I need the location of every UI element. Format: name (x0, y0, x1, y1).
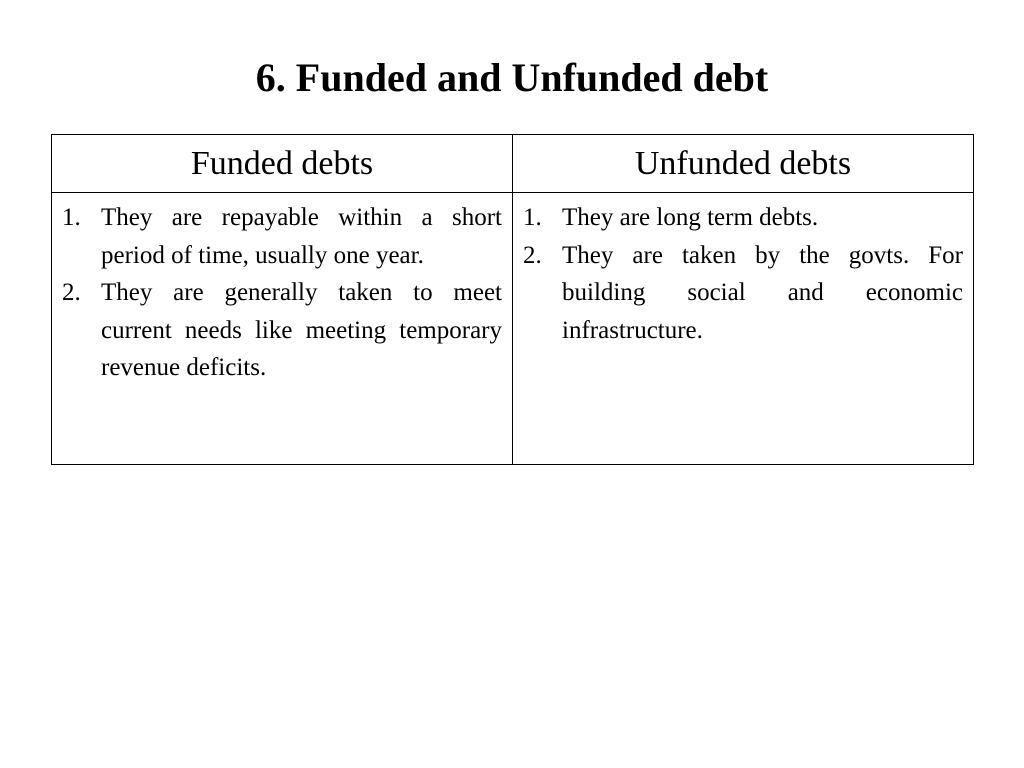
column-header-unfunded-debts: Unfunded debts (513, 135, 974, 193)
unfunded-debts-cell (513, 193, 974, 465)
list-item-number: 2. (523, 241, 542, 269)
column-header-funded-debts: Funded debts (52, 135, 513, 193)
list-item (523, 199, 963, 237)
comparison-table (51, 134, 974, 465)
list-item-text: They are generally taken to meet current needs like meeting temporary revenue deficits. (101, 279, 502, 381)
list-item (62, 199, 502, 274)
funded-debts-cell (52, 193, 513, 465)
list-item-text: They are repayable within a short period of time, usually one year. (101, 204, 502, 269)
list-item-number: 2. (62, 279, 81, 306)
slide-title: 6. Funded and Unfunded debt (255, 55, 769, 100)
list-item (62, 274, 502, 387)
list-item (523, 237, 963, 350)
unfunded-debts-list (523, 199, 963, 349)
list-item-number: 1. (62, 204, 81, 231)
funded-debts-list (62, 199, 502, 387)
list-item-text: They are long term debts. (562, 204, 819, 231)
table-header-row (52, 135, 974, 193)
table-row (52, 193, 974, 465)
list-item-text: They are taken by the govts. For building social and economic infrastructure. (562, 241, 963, 344)
list-item-number: 1. (523, 204, 542, 231)
